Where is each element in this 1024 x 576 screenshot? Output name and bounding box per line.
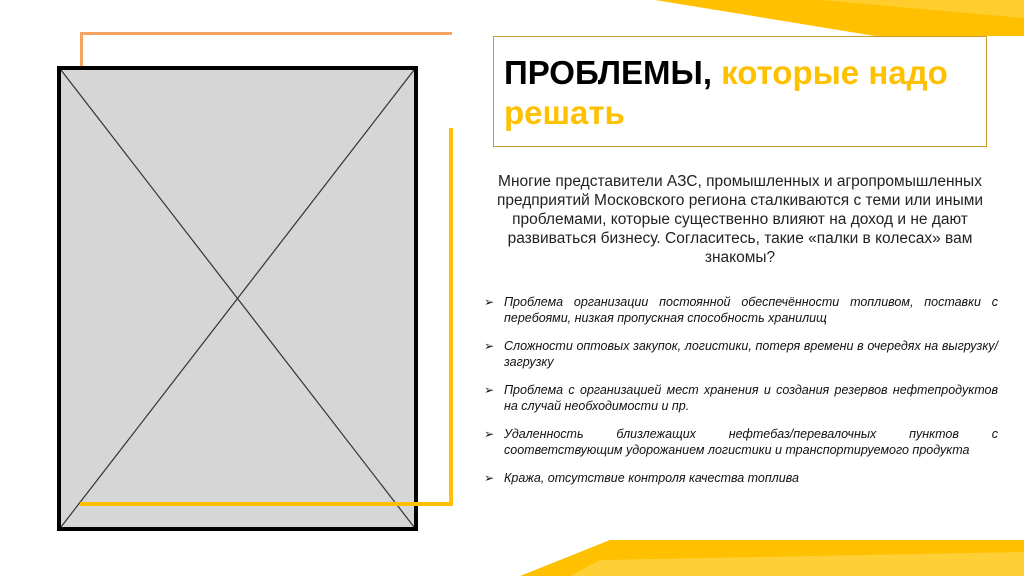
problem-list — [482, 294, 998, 498]
slide-title — [504, 53, 986, 133]
list-item — [482, 338, 998, 370]
orange-frame-line-top — [80, 32, 452, 35]
yellow-frame-line-bottom — [80, 502, 453, 506]
list-item — [482, 382, 998, 414]
arrow-bullet-icon: ➢ — [484, 383, 495, 397]
title-box — [493, 36, 987, 147]
list-item — [482, 294, 998, 326]
title-accent: которые надо решать — [504, 54, 948, 131]
list-item — [482, 470, 998, 486]
title-main: ПРОБЛЕМЫ, — [504, 54, 712, 91]
intro-paragraph: Многие представители АЗС, промышленных и агропромышленных предприятий Московского региона сталкиваются с теми или иными проблемами, которые существенно влияют на доход и не дают развиваться бизнесу. Согласитесь, такие «палки в колесах» вам знакомы? — [496, 173, 984, 266]
arrow-bullet-icon: ➢ — [484, 427, 495, 441]
list-item-text: Удаленность близлежащих нефтебаз/перевалочных пунктов с соответствующим удорожанием логистики и транспортируемого продукта — [504, 427, 998, 457]
arrow-bullet-icon: ➢ — [484, 471, 495, 485]
list-item-text: Проблема организации постоянной обеспечённости топливом, поставки с перебоями, низкая пропускная способность хранилищ — [504, 295, 998, 325]
image-placeholder — [57, 66, 418, 531]
arrow-bullet-icon: ➢ — [484, 295, 495, 309]
yellow-frame-line-right — [449, 128, 453, 506]
list-item — [482, 426, 998, 458]
arrow-bullet-icon: ➢ — [484, 339, 495, 353]
list-item-text: Кража, отсутствие контроля качества топлива — [504, 471, 799, 485]
image-placeholder-cross-icon — [61, 70, 414, 527]
list-item-text: Проблема с организацией мест хранения и создания резервов нефтепродуктов на случай необходимости и пр. — [504, 383, 998, 413]
list-item-text: Сложности оптовых закупок, логистики, потеря времени в очередях на выгрузку/загрузку — [504, 339, 998, 369]
